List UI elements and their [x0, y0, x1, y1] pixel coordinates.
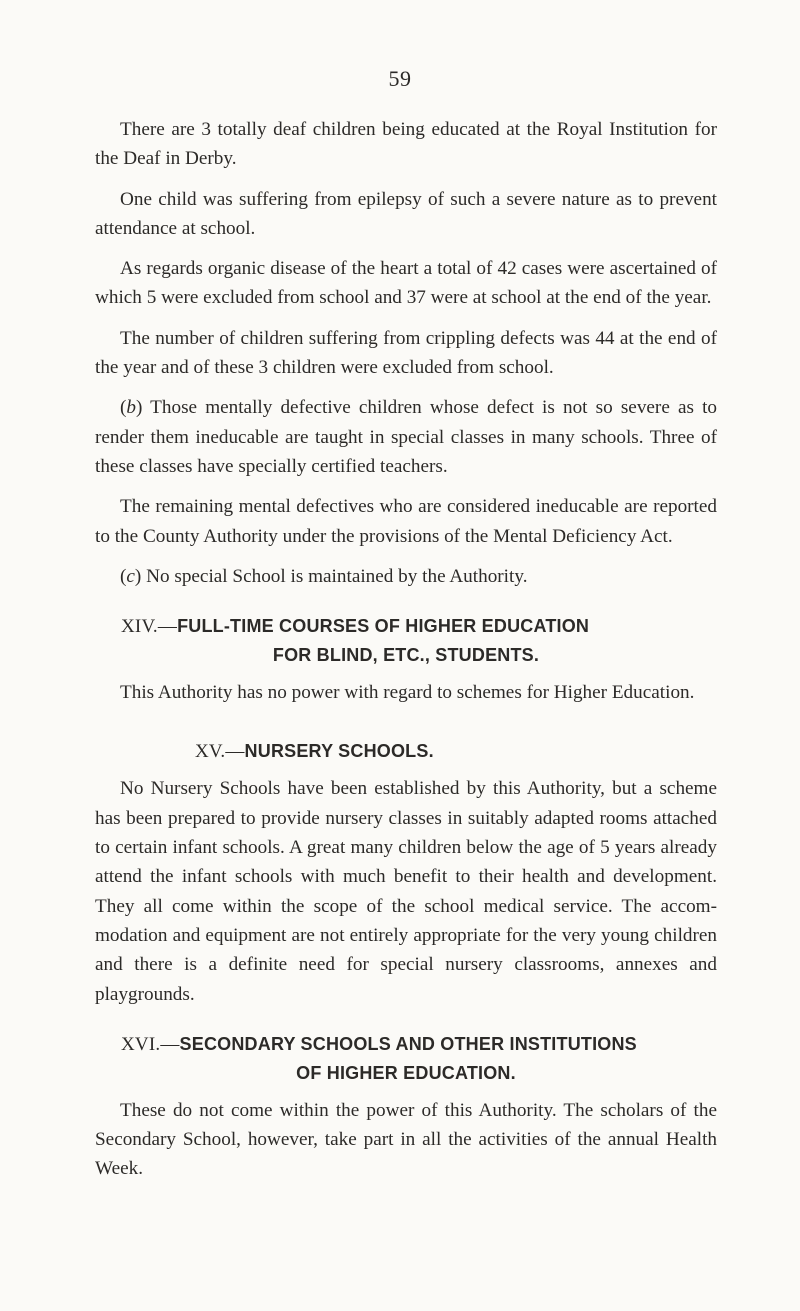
- paragraph-label-c: c: [126, 565, 135, 587]
- section-xvi-title-line2: OF HIGHER EDUCATION.: [296, 1062, 516, 1083]
- section-xv-numeral: XV.—: [195, 741, 245, 763]
- paragraph-ineducable: The remaining mental defectives who are considered ineducable are reported to the County Authority under the provisions of the Mental Deficiency Act.: [95, 496, 717, 547]
- page-content: [95, 115, 717, 1195]
- section-xv-body: No Nursery Schools have been established by this Authority, but a scheme has been prepared to provide nursery classes in suitably adapted rooms attached to certain infant schools. A great many children below the age of 5 years already attend the infant schools with much benefit to their health and development. They all come within the scope of the school medical service. The accom-modation and equipment are not entirely appropriate for the very young children and there is a definite need for special nursery classrooms, annexes and playgrounds.: [95, 778, 717, 1005]
- section-xvi-numeral: XVI.—: [121, 1033, 180, 1055]
- section-xvi-title-line1: SECONDARY SCHOOLS AND OTHER INSTITUTIONS: [179, 1033, 637, 1054]
- paragraph-crippling-defects: The number of children suffering from crippling defects was 44 at the end of the year and of these 3 children were excluded from school.: [95, 327, 717, 379]
- section-heading-xvi: [95, 1030, 717, 1088]
- paragraph-epilepsy: One child was suffering from epilepsy of such a severe nature as to prevent attendance at school.: [95, 188, 717, 239]
- section-heading-xv: [95, 737, 717, 766]
- paragraph-mentally-defective-text: Those mentally defective children whose defect is not so severe as to render them ineducable are taught in special classes in many schools. Three of these classes have specially certified teachers.: [95, 397, 718, 477]
- section-xiv-body: This Authority has no power with regard to schemes for Higher Education.: [120, 682, 695, 704]
- section-xiv-title-line1: FULL-TIME COURSES OF HIGHER EDUCATION: [177, 616, 590, 637]
- section-xiv-title-line2: FOR BLIND, ETC., STUDENTS.: [272, 645, 540, 666]
- paragraph-special-school-text: No special School is maintained by the Authority.: [146, 565, 528, 587]
- section-xvi-body: These do not come within the power of this Authority. The scholars of the Secondary School, however, take part in all the activities of the annual Health Week.: [95, 1099, 717, 1180]
- paragraph-mentally-defective: (b) Those mentally defective children whose defect is not so severe as to render them ineducable are taught in special classes in many schools. Three of these classes have specially certified teachers.: [95, 397, 718, 477]
- paragraph-special-school: (c) No special School is maintained by the Authority.: [120, 565, 528, 587]
- section-xv-title: NURSERY SCHOOLS.: [244, 741, 434, 762]
- section-heading-xiv: [95, 612, 717, 670]
- paragraph-heart-disease: As regards organic disease of the heart a total of 42 cases were ascertained of which 5 were excluded from school and 37 were at school at the end of the year.: [95, 258, 717, 309]
- paragraph-deaf-children: There are 3 totally deaf children being educated at the Royal Institution for the Deaf in Derby.: [95, 119, 717, 170]
- paragraph-label-b: b: [126, 397, 136, 419]
- page-number: 59: [388, 66, 412, 91]
- section-xiv-numeral: XIV.—: [121, 616, 178, 638]
